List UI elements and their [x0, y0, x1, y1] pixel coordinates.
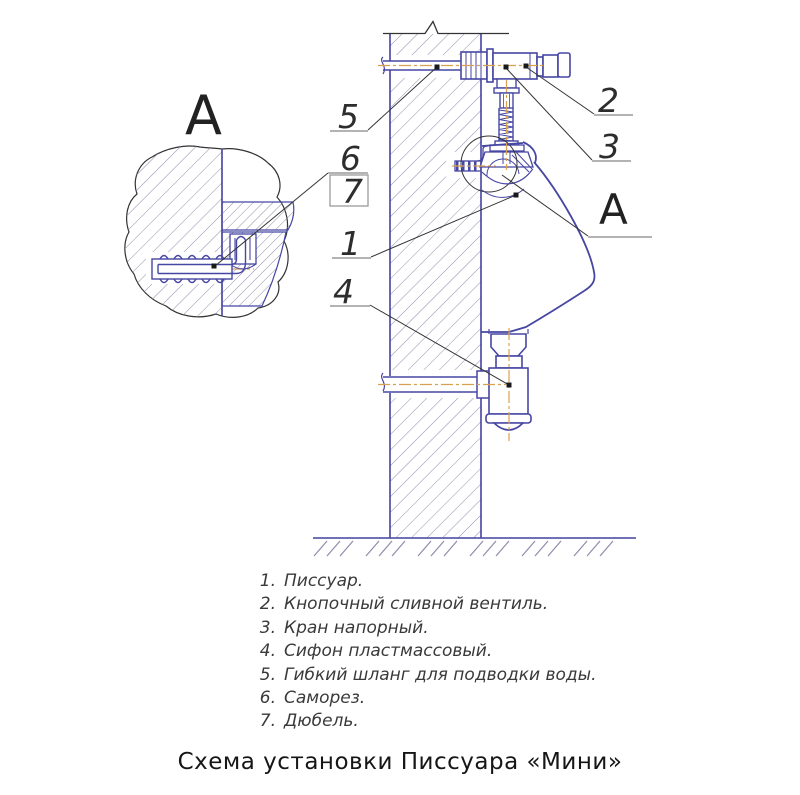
- floor-line: [313, 538, 636, 556]
- legend-item: 4. Сифон пластмассовый.: [259, 641, 493, 662]
- legend-item: 1. Писсуар.: [259, 571, 364, 591]
- legend-item: 6. Саморез.: [259, 687, 366, 708]
- callout-1: 1: [340, 224, 361, 263]
- legend-item: 7. Дюбель.: [259, 711, 359, 732]
- detail-view-title: А: [185, 84, 222, 147]
- detail-callout-label: А: [599, 185, 628, 234]
- callout-3: 3: [599, 127, 620, 166]
- flush-button-valve: [543, 53, 570, 77]
- wall-break-line: [383, 22, 509, 34]
- page-title: Схема установки Писсуара «Мини»: [177, 749, 623, 775]
- callout-7: 7: [342, 172, 363, 211]
- wall-section: [376, 22, 509, 539]
- legend-item: 2. Кнопочный сливной вентиль.: [259, 594, 549, 615]
- legend-item: 5. Гибкий шланг для подводки воды.: [259, 664, 597, 685]
- callout-5: 5: [338, 97, 359, 136]
- urinal-body: [481, 142, 595, 332]
- callout-6: 6: [340, 139, 361, 178]
- ground-hatching: [314, 541, 613, 556]
- callout-4: 4: [333, 272, 354, 311]
- callout-2: 2: [598, 81, 619, 120]
- legend-list: [252, 570, 596, 734]
- legend-item: 3. Кран напорный.: [259, 617, 429, 638]
- detail-view-a: [118, 142, 294, 322]
- dowel: [152, 256, 232, 283]
